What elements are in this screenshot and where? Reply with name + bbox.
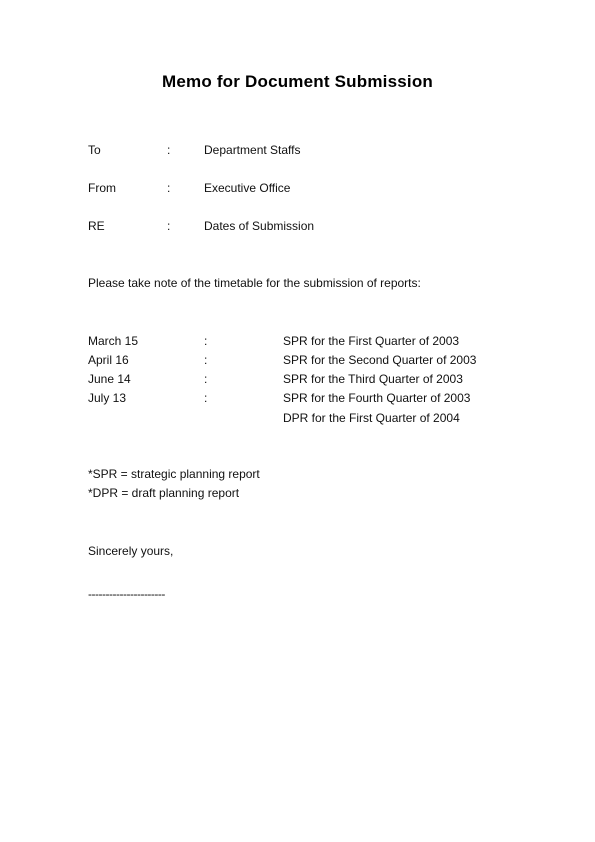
schedule-date: June 14 — [88, 372, 131, 386]
schedule-date: July 13 — [88, 391, 127, 405]
schedule-date: April 16 — [88, 353, 129, 367]
schedule-report: SPR for the Second Quarter of 2003 — [283, 353, 477, 367]
schedule-report: SPR for the Third Quarter of 2003 — [283, 372, 463, 386]
header-colon: : — [167, 143, 171, 157]
schedule-colon: : — [204, 391, 208, 405]
header-value-re: Dates of Submission — [204, 219, 315, 233]
header-value-from: Executive Office — [204, 181, 291, 195]
schedule-report: DPR for the First Quarter of 2004 — [283, 411, 460, 425]
header-value-to: Department Staffs — [204, 143, 301, 157]
schedule-colon: : — [204, 334, 208, 348]
legend-spr: *SPR = strategic planning report — [88, 467, 260, 481]
header-label-re: RE — [88, 219, 105, 233]
schedule-date: March 15 — [88, 334, 139, 348]
header-label-from: From — [88, 181, 116, 195]
legend-dpr: *DPR = draft planning report — [88, 486, 240, 500]
closing-text: Sincerely yours, — [88, 544, 174, 558]
signature-line: ---------------------- — [88, 587, 165, 601]
header-colon: : — [167, 181, 171, 195]
memo-title: Memo for Document Submission — [161, 72, 433, 91]
header-colon: : — [167, 219, 171, 233]
intro-text: Please take note of the timetable for the submission of reports: — [88, 276, 421, 290]
schedule-report: SPR for the Fourth Quarter of 2003 — [283, 391, 471, 405]
schedule-report: SPR for the First Quarter of 2003 — [283, 334, 460, 348]
header-label-to: To — [88, 143, 101, 157]
schedule-colon: : — [204, 372, 208, 386]
schedule-colon: : — [204, 353, 208, 367]
